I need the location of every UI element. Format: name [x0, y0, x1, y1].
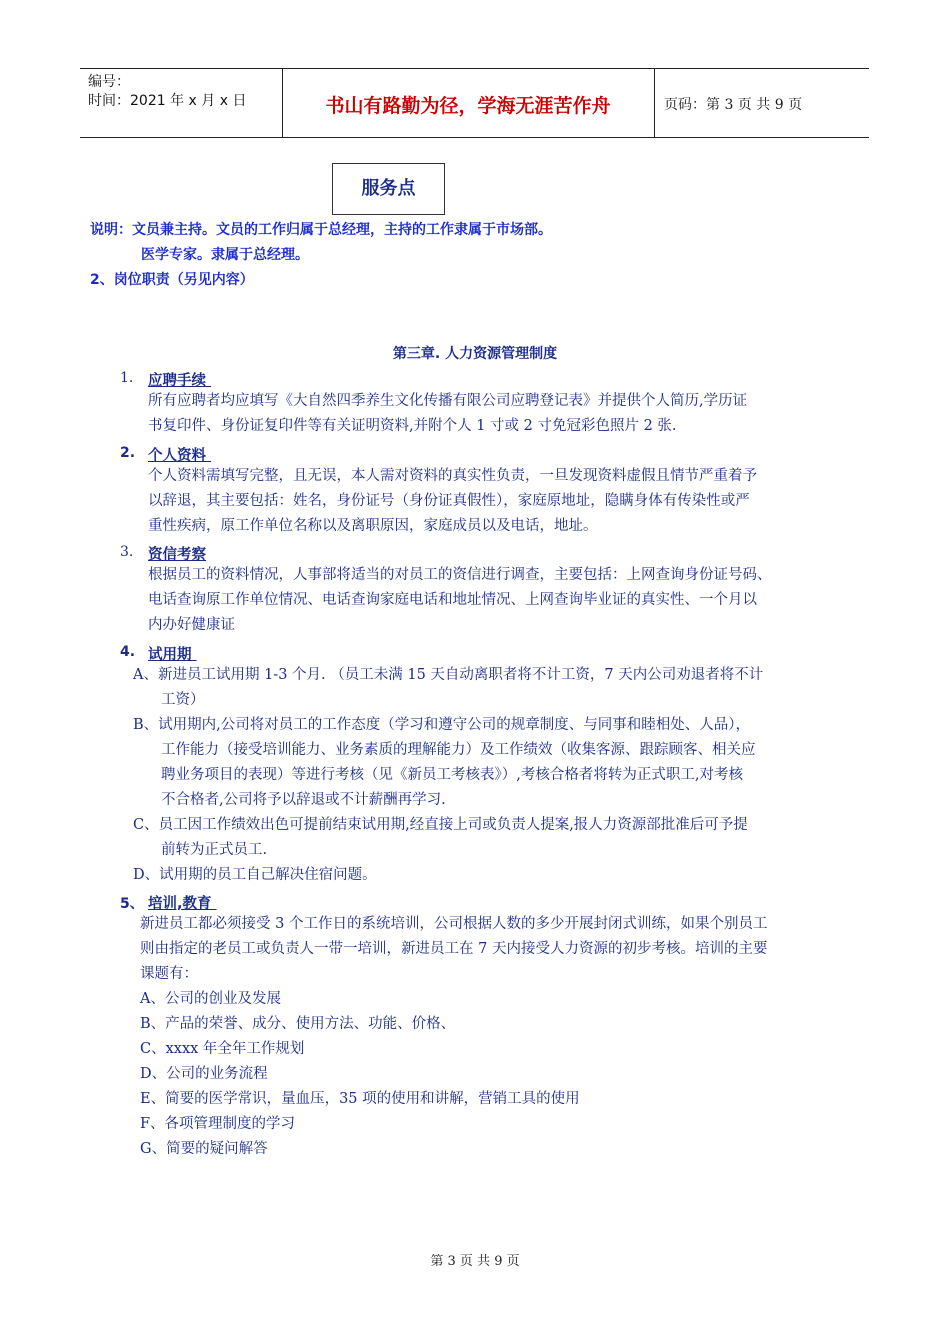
section-number: 2.: [120, 445, 136, 461]
paragraph-line: 则由指定的老员工或负责人一带一培训，新进员工在 7 天内接受人力资源的初步考核。培训的主要: [140, 941, 768, 957]
header-meta: [88, 73, 246, 111]
topic-item: D、公司的业务流程: [140, 1066, 268, 1082]
paragraph-line: 重性疾病，原工作单位名称以及离职原因，家庭成员以及电话，地址。: [148, 518, 598, 534]
list-item-continuation: 不合格者,公司将予以辞退或不计薪酬再学习.: [161, 792, 446, 808]
topic-item: G、简要的疑问解答: [140, 1141, 268, 1157]
section-number: 1.: [120, 370, 134, 386]
section-number: 5、: [120, 896, 144, 912]
list-item-continuation: 聘业务项目的表现）等进行考核（见《新员工考核表》）,考核合格者将转为正式职工,对考核: [161, 767, 743, 783]
topic-item: F、各项管理制度的学习: [140, 1116, 296, 1132]
paragraph-line: 根据员工的资料情况，人事部将适当的对员工的资信进行调查，主要包括：上网查询身份证号码、: [148, 567, 772, 583]
paragraph-line: 个人资料需填写完整，且无误，本人需对资料的真实性负责，一旦发现资料虚假且情节严重着予: [148, 468, 757, 484]
topic-item: A、公司的创业及发展: [140, 991, 281, 1007]
list-item-continuation: 工资）: [161, 692, 205, 708]
topic-item: E、简要的医学常识，量血压，35 项的使用和讲解，营销工具的使用: [140, 1091, 580, 1107]
time-label: 时间：2021 年 x 月 x 日: [88, 93, 247, 109]
paragraph-line: 所有应聘者均应填写《大自然四季养生文化传播有限公司应聘登记表》并提供个人简历,学历证: [148, 393, 748, 409]
list-item-continuation: 工作能力（接受培训能力、业务素质的理解能力）及工作绩效（收集客源、跟踪顾客、相关应: [161, 742, 756, 758]
header-motto: 书山有路勤为径，学海无涯苦作舟: [325, 95, 611, 117]
header-page-info: 页码：第 3 页 共 9 页: [664, 97, 803, 113]
section-title: 个人资料: [148, 448, 212, 464]
list-item: D、试用期的员工自己解决住宿问题。: [133, 867, 377, 883]
paragraph-line: 课题有：: [140, 966, 198, 982]
section-title: 培训,教育: [148, 896, 217, 912]
serial-label: 编号：: [88, 74, 130, 90]
section-number: 3.: [120, 544, 134, 560]
note-line-1: 说明：文员兼主持。文员的工作归属于总经理，主持的工作隶属于市场部。: [90, 222, 552, 238]
paragraph-line: 以辞退，其主要包括：姓名，身份证号（身份证真假性），家庭原地址，隐瞒身体有传染性或严: [148, 493, 750, 509]
section-title: 资信考察: [148, 547, 206, 563]
list-item: A、新进员工试用期 1-3 个月. （员工未满 15 天自动离职者将不计工资，7 天内公司劝退者将不计: [133, 667, 764, 683]
note-line-2: 医学专家。隶属于总经理。: [141, 247, 309, 263]
list-item-continuation: 前转为正式员工.: [161, 842, 268, 858]
paragraph-line: 内办好健康证: [148, 617, 235, 633]
paragraph-line: 新进员工都必须接受 3 个工作日的系统培训，公司根据人数的多少开展封闭式训练，如果个别员工: [140, 916, 768, 932]
list-item: C、员工因工作绩效出色可提前结束试用期,经直接上司或负责人提案,报人力资源部批准后可予提: [133, 817, 748, 833]
page-footer: 第 3 页 共 9 页: [430, 1254, 520, 1269]
service-point-box: [332, 163, 445, 215]
chapter-title: 第三章. 人力资源管理制度: [392, 346, 558, 362]
section-number: 4.: [120, 644, 136, 660]
page-header: [80, 68, 869, 138]
list-item: B、试用期内,公司将对员工的工作态度（学习和遵守公司的规章制度、与同事和睦相处、人品），: [133, 717, 751, 733]
topic-item: B、产品的荣誉、成分、使用方法、功能、价格、: [140, 1016, 456, 1032]
box-title: 服务点: [361, 178, 416, 199]
section-title: 试用期: [148, 647, 197, 663]
section-title: 应聘手续: [148, 373, 212, 389]
header-divider: [654, 69, 655, 137]
topic-item: C、xxxx 年全年工作规划: [140, 1041, 305, 1057]
paragraph-line: 书复印件、身份证复印件等有关证明资料,并附个人 1 寸或 2 寸免冠彩色照片 2 张.: [148, 418, 677, 434]
note-line-3: 2、岗位职责（另见内容）: [90, 272, 254, 288]
paragraph-line: 电话查询原工作单位情况、电话查询家庭电话和地址情况、上网查询毕业证的真实性、一个月以: [148, 592, 757, 608]
